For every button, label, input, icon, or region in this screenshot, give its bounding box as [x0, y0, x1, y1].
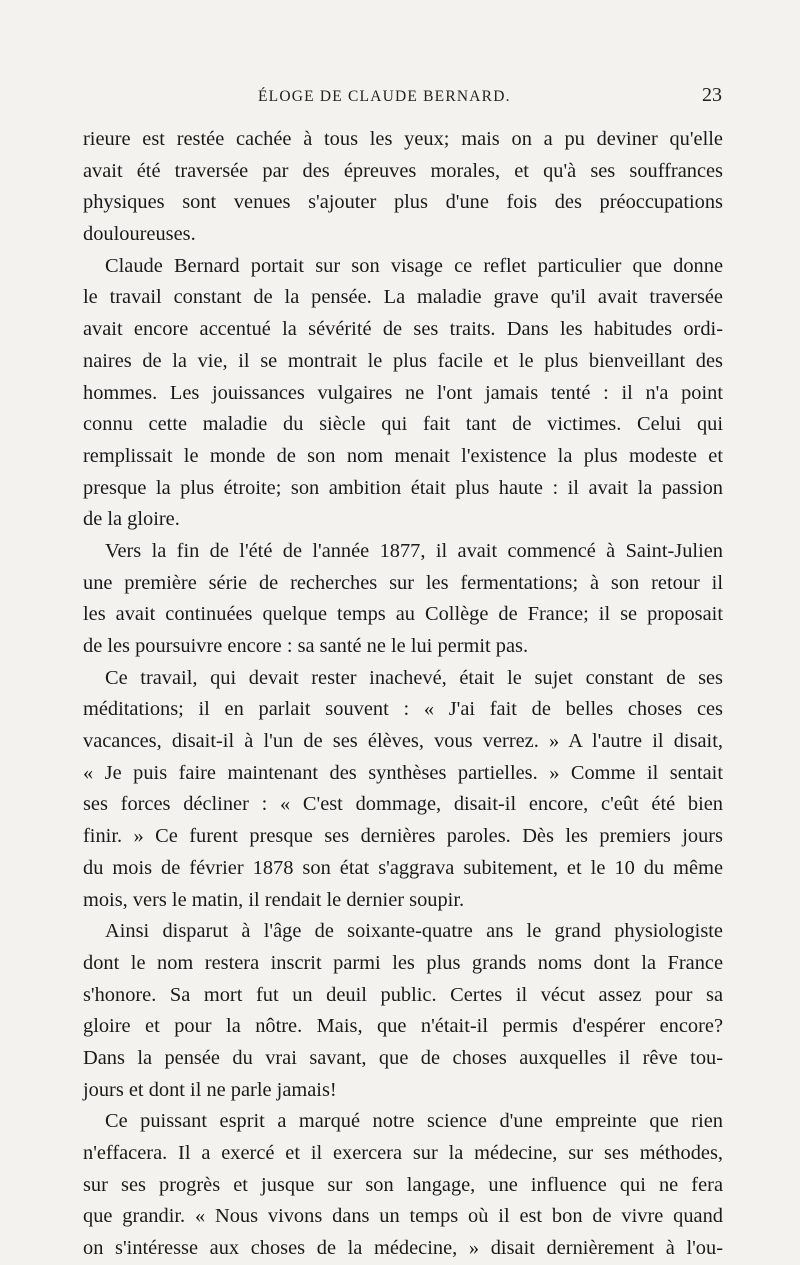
text-line: avait encore accentué la sévérité de ses traits. Dans les habitudes ordi- [83, 318, 723, 341]
text-line: physiques sont venues s'ajouter plus d'une fois des préoccupations [83, 191, 723, 214]
text-line: remplissait le monde de son nom menait l'existence la plus modeste et [83, 444, 723, 467]
text-line: rieure est restée cachée à tous les yeux; mais on a pu deviner qu'elle [83, 128, 723, 150]
text-line: sur ses progrès et jusque sur son langage, une influence qui ne fera [83, 1173, 723, 1196]
text-line: finir. » Ce furent presque ses dernières paroles. Dès les premiers jours [83, 825, 723, 848]
text-line: Ce puissant esprit a marqué notre science d'une empreinte que rien [105, 1110, 723, 1133]
text-line: une première série de recherches sur les fermentations; à son retour il [83, 571, 723, 594]
text-line: « Je puis faire maintenant des synthèses partielles. » Comme il sentait [83, 761, 723, 784]
text-line: n'effacera. Il a exercé et il exercera sur la médecine, sur ses méthodes, [83, 1142, 723, 1164]
text-line: Dans la pensée du vrai savant, que de choses auxquelles il rêve tou- [83, 1046, 723, 1069]
text-line: naires de la vie, il se montrait le plus facile et le plus bienveillant des [83, 349, 723, 372]
text-line: s'honore. Sa mort fut un deuil public. Certes il vécut assez pour sa [83, 983, 723, 1006]
text-line: mois, vers le matin, il rendait le dernier soupir. [83, 888, 465, 911]
text-line: avait été traversée par des épreuves morales, et qu'à ses souffrances [83, 159, 723, 182]
text-line: les avait continuées quelque temps au Collège de France; il se proposait [83, 603, 723, 626]
text-line: Claude Bernard portait sur son visage ce reflet particulier que donne [105, 254, 723, 277]
text-line: gloire et pour la nôtre. Mais, que n'était-il permis d'espérer encore? [83, 1015, 723, 1038]
text-line: le travail constant de la pensée. La maladie grave qu'il avait traversée [83, 286, 723, 309]
text-line: Ainsi disparut à l'âge de soixante-quatre ans le grand physiologiste [105, 920, 723, 943]
running-title: ÉLOGE DE CLAUDE BERNARD. [258, 88, 511, 105]
text-line: jours et dont il ne parle jamais! [83, 1078, 337, 1101]
text-line: de la gloire. [83, 508, 180, 531]
text-line: hommes. Les jouissances vulgaires ne l'ont jamais tenté : il n'a point [83, 381, 723, 404]
text-line: presque la plus étroite; son ambition était plus haute : il avait la passion [83, 476, 723, 499]
text-line: du mois de février 1878 son état s'aggrava subitement, et le 10 du même [83, 856, 723, 879]
text-line: vacances, disait-il à l'un de ses élèves, vous verrez. » A l'autre il disait, [83, 730, 723, 753]
text-line: ses forces décliner : « C'est dommage, disait-il encore, c'eût été bien [83, 793, 723, 816]
text-line: connu cette maladie du siècle qui fait tant de victimes. Celui qui [83, 413, 723, 436]
text-line: Vers la fin de l'été de l'année 1877, il avait commencé à Saint-Julien [105, 539, 723, 562]
text-line: on s'intéresse aux choses de la médecine, » disait dernièrement à l'ou- [83, 1237, 723, 1260]
text-line: Ce travail, qui devait rester inachevé, était le sujet constant de ses [105, 666, 723, 689]
text-line: dont le nom restera inscrit parmi les plus grands noms dont la France [83, 951, 723, 974]
text-line: que grandir. « Nous vivons dans un temps où il est bon de vivre quand [83, 1205, 723, 1228]
text-line: douloureuses. [83, 223, 196, 246]
text-line: méditations; il en parlait souvent : « J'ai fait de belles choses ces [83, 698, 723, 721]
body-text [83, 124, 723, 1265]
text-line: de les poursuivre encore : sa santé ne le lui permit pas. [83, 635, 529, 657]
page-number: 23 [702, 84, 722, 106]
